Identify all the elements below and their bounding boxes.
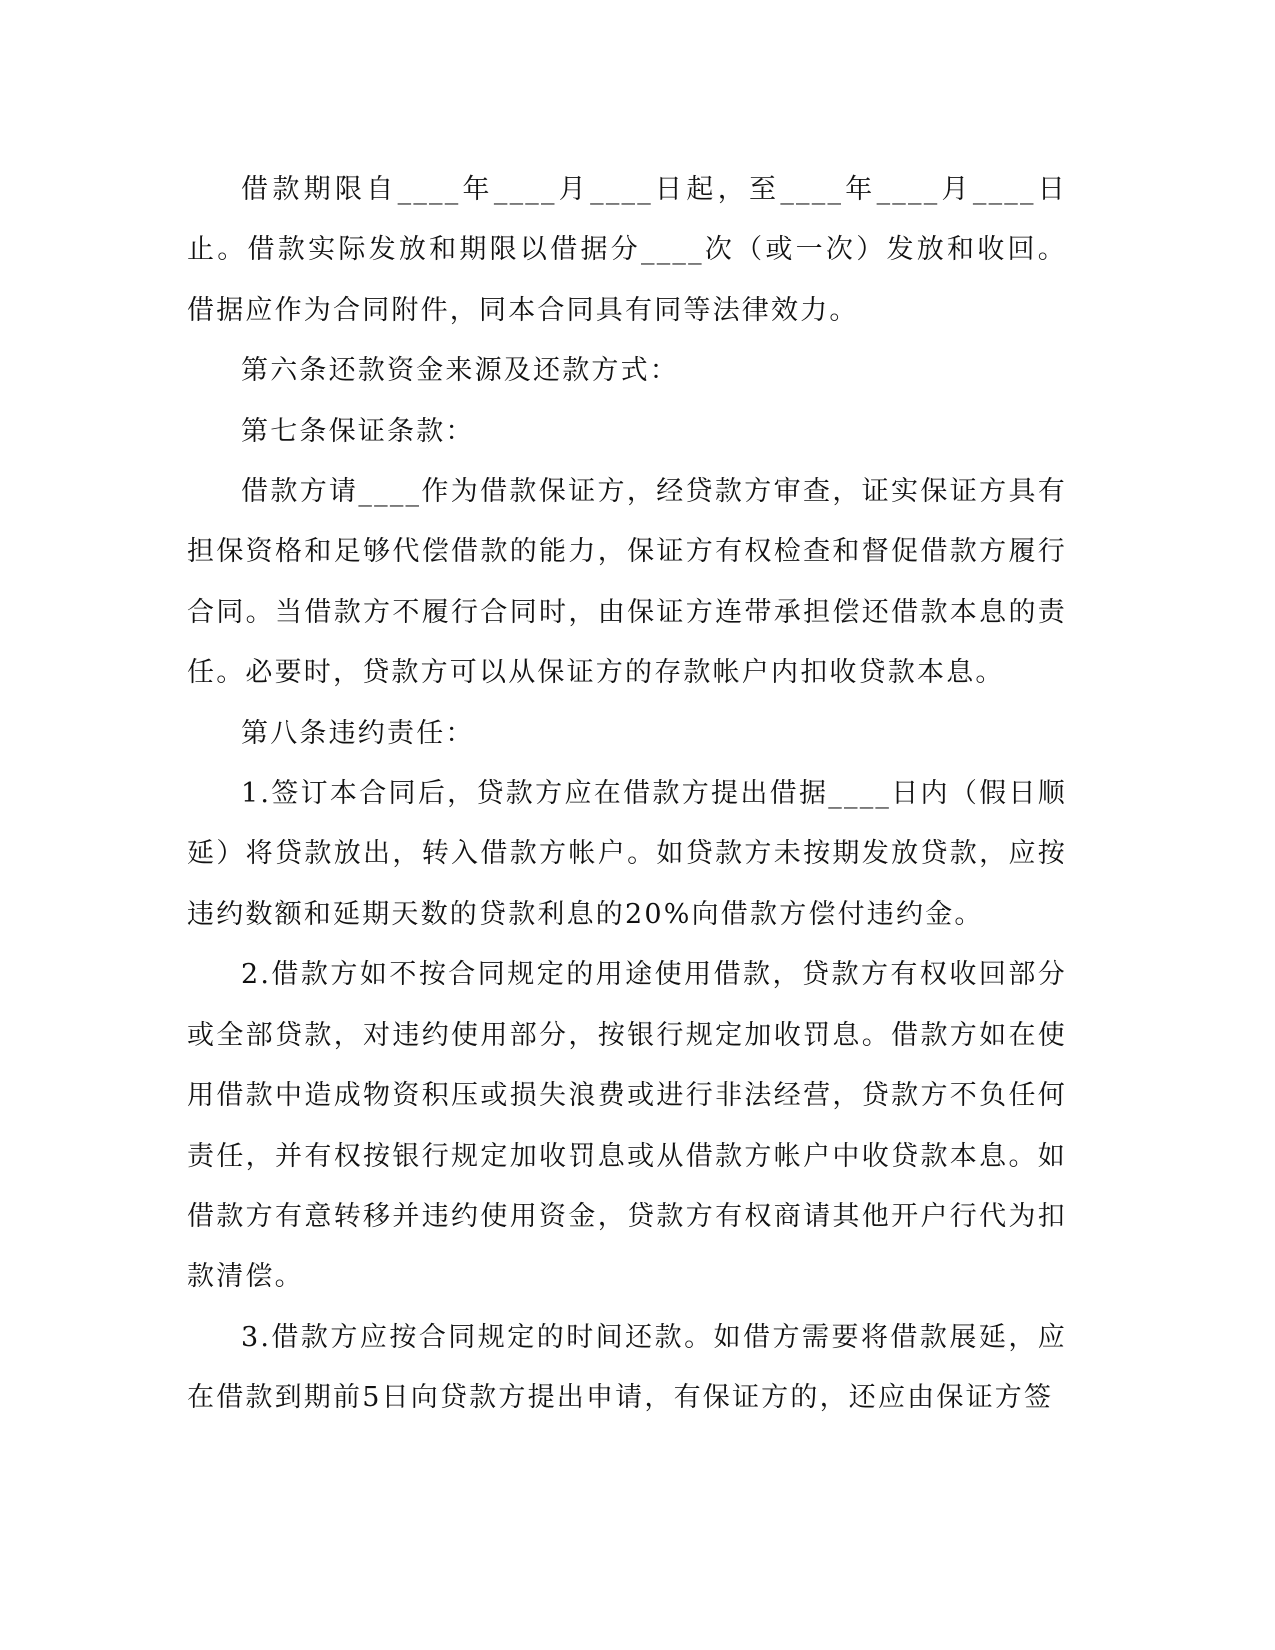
paragraph-loan-term: 借款期限自____年____月____日起，至____年____月____日止。借款实际发放和期限以借据分____次（或一次）发放和收回。借据应作为合同附件，同本合同具有同等法律效力。 bbox=[187, 174, 1067, 326]
heading-article-7: 第七条保证条款： bbox=[241, 415, 475, 447]
paragraph-breach-1: 1.签订本合同后，贷款方应在借款方提出借据____日内（假日顺延）将贷款放出，转入借款方帐户。如贷款方未按期发放贷款，应按违约数额和延期天数的贷款利息的20%向借款方偿付违约金。 bbox=[187, 778, 1067, 930]
paragraph-breach-2: 2.借款方如不按合同规定的用途使用借款，贷款方有权收回部分或全部贷款，对违约使用部分，按银行规定加收罚息。借款方如在使用借款中造成物资积压或损失浪费或进行非法经营，贷款方不负任何责任，并有权按银行规定加收罚息或从借款方帐户中收贷款本息。如借款方有意转移并违约使用资金，贷款方有权商请其他开户行代为扣款清偿。 bbox=[187, 959, 1067, 1293]
document-body bbox=[187, 160, 1067, 1429]
heading-article-6: 第六条还款资金来源及还款方式： bbox=[241, 355, 679, 387]
heading-article-8: 第八条违约责任： bbox=[241, 717, 475, 749]
paragraph-breach-3: 3.借款方应按合同规定的时间还款。如借方需要将借款展延，应在借款到期前5日向贷款方提出申请，有保证方的，还应由保证方签 bbox=[187, 1321, 1067, 1414]
paragraph-guarantee: 借款方请____作为借款保证方，经贷款方审查，证实保证方具有担保资格和足够代偿借款的能力，保证方有权检查和督促借款方履行合同。当借款方不履行合同时，由保证方连带承担偿还借款本息的责任。必要时，贷款方可以从保证方的存款帐户内扣收贷款本息。 bbox=[187, 476, 1067, 689]
